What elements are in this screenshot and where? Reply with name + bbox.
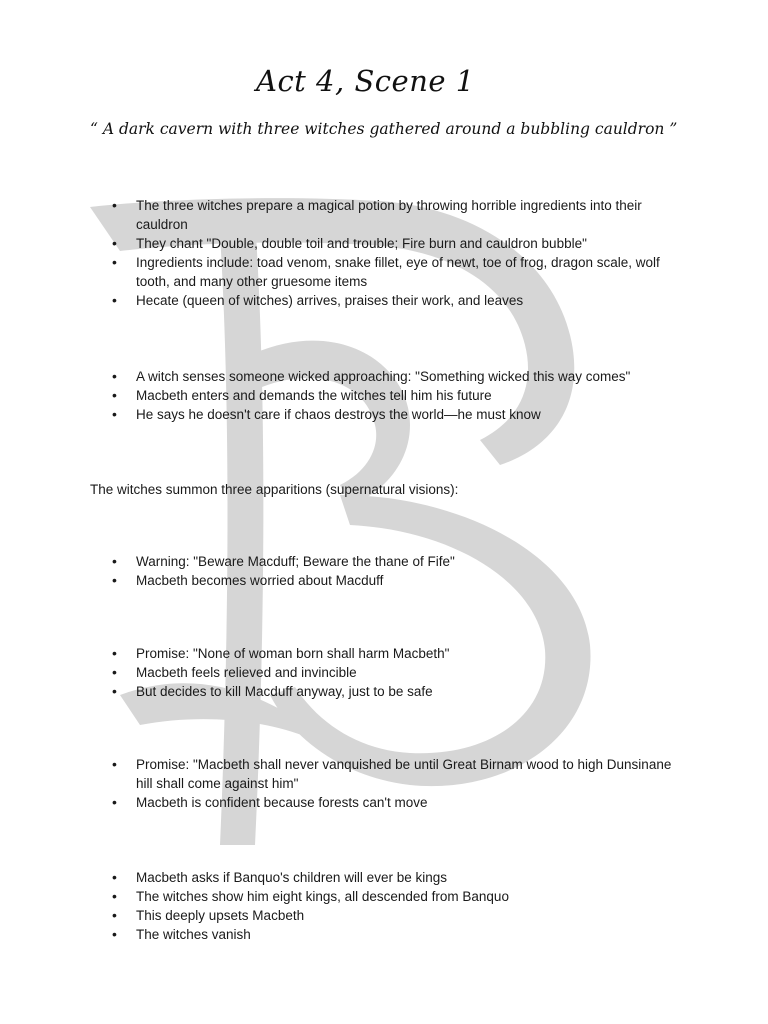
list-item: • A witch senses someone wicked approaching: "Something wicked this way comes" [112,367,682,386]
apparitions-intro: The witches summon three apparitions (supernatural visions): [90,482,459,497]
list-item: • This deeply upsets Macbeth [112,906,682,925]
list-item: • They chant "Double, double toil and trouble; Fire burn and cauldron bubble" [112,234,682,253]
bullet-list-apparition-2 [112,644,682,701]
scene-description: “ A dark cavern with three witches gathered around a bubbling cauldron ” [90,120,678,138]
bullet-list-apparition-1 [112,552,682,590]
list-item: • The witches show him eight kings, all descended from Banquo [112,887,682,906]
list-item: • The witches vanish [112,925,682,944]
list-item: • Hecate (queen of witches) arrives, praises their work, and leaves [112,291,682,310]
list-item: • Promise: "Macbeth shall never vanquished be until Great Birnam wood to high Dunsinane hill shall come against him" [112,755,682,793]
list-item: • Macbeth asks if Banquo's children will ever be kings [112,868,682,887]
bullet-list-macbeth-arrives [112,367,682,424]
list-item: • Promise: "None of woman born shall harm Macbeth" [112,644,682,663]
list-item: • Macbeth feels relieved and invincible [112,663,682,682]
page-title: Act 4, Scene 1 [256,64,475,98]
bullet-list-cauldron [112,196,682,310]
list-item: • He says he doesn't care if chaos destroys the world—he must know [112,405,682,424]
list-item: • Macbeth is confident because forests can't move [112,793,682,812]
list-item: • Warning: "Beware Macduff; Beware the thane of Fife" [112,552,682,571]
bullet-list-eight-kings [112,868,682,944]
bullet-list-apparition-3 [112,755,682,812]
list-item: • Ingredients include: toad venom, snake fillet, eye of newt, toe of frog, dragon scale, wolf tooth, and many other gruesome items [112,253,682,291]
list-item: • Macbeth becomes worried about Macduff [112,571,682,590]
list-item: • Macbeth enters and demands the witches tell him his future [112,386,682,405]
list-item: • But decides to kill Macduff anyway, just to be safe [112,682,682,701]
list-item: • The three witches prepare a magical potion by throwing horrible ingredients into their cauldron [112,196,682,234]
